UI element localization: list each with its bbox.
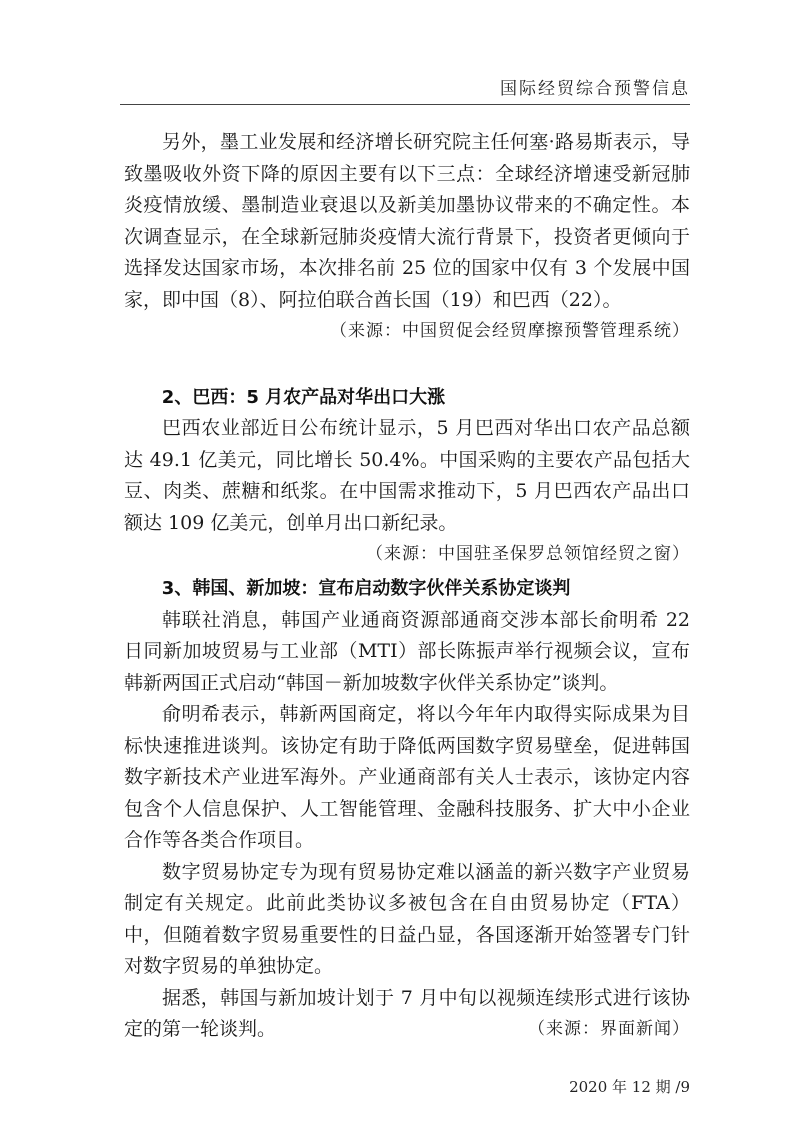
section-spacer [124, 348, 690, 382]
section-3-paragraph-2: 俞明希表示，韩新两国商定，将以今年年内取得实际成果为目标快速推进谈判。该协定有助于降低两国数字贸易壁垒，促进韩国数字新技术产业进军海外。产业通商部有关人士表示，该协定内容包含个人信息保护、人工智能管理、金融科技服务、扩大中小企业合作等各类合作项目。 [124, 703, 690, 851]
section-2-heading: 2、巴西：5 月农产品对华出口大涨 [161, 386, 446, 408]
section-3-source: （来源：界面新闻） [528, 1019, 690, 1039]
header-divider [120, 104, 690, 105]
section-3-paragraph-3: 数字贸易协定专为现有贸易协定难以涵盖的新兴数字产业贸易制定有关规定。此前此类协议多被包含在自由贸易协定（FTA）中，但随着数字贸易重要性的日益凸显，各国逐渐开始签署专门针对数字贸易的单独协定。 [124, 860, 690, 977]
section-2-source: （来源：中国驻圣保罗总领馆经贸之窗） [366, 544, 690, 564]
section-3-paragraph-4-text: 据悉，韩国与新加坡计划于 7 月中旬以视频连续形式进行该协定的第一轮谈判。 [124, 986, 690, 1040]
section-2-paragraph [124, 413, 690, 564]
running-header: 国际经贸综合预警信息 [500, 79, 690, 99]
section-3-paragraph-1: 韩联社消息，韩国产业通商资源部通商交涉本部长俞明希 22 日同新加坡贸易与工业部（MTI）部长陈振声举行视频会议，宣布韩新两国正式启动“韩国－新加坡数字伙伴关系协定”谈判。 [124, 608, 690, 694]
section-3-paragraph-4 [124, 983, 690, 1046]
intro-paragraph: 另外，墨工业发展和经济增长研究院主任何塞·路易斯表示，导致墨吸收外资下降的原因主要有以下三点：全球经济增速受新冠肺炎疫情放缓、墨制造业衰退以及新美加墨协议带来的不确定性。本次调查显示，在全球新冠肺炎疫情大流行背景下，投资者更倾向于选择发达国家市场，本次排名前 25 位的国家中仅有 3 个发展中国家，即中国（8）、阿拉伯联合酋长国（19）和巴西（22）。 [124, 131, 690, 311]
page-number: 2020 年 12 期 /9 [569, 1078, 690, 1096]
intro-source: （来源：中国贸促会经贸摩擦预警管理系统） [330, 321, 690, 341]
article-body [124, 127, 690, 1046]
section-2-paragraph-text: 巴西农业部近日公布统计显示，5 月巴西对华出口农产品总额达 49.1 亿美元，同比增长 50.4%。中国采购的主要农产品包括大豆、肉类、蔗糖和纸浆。在中国需求推动下，5 月巴西农产品出口额达 109 亿美元，创单月出口新纪录。 [124, 417, 690, 534]
section-3-heading: 3、韩国、新加坡：宣布启动数字伙伴关系协定谈判 [161, 578, 571, 599]
